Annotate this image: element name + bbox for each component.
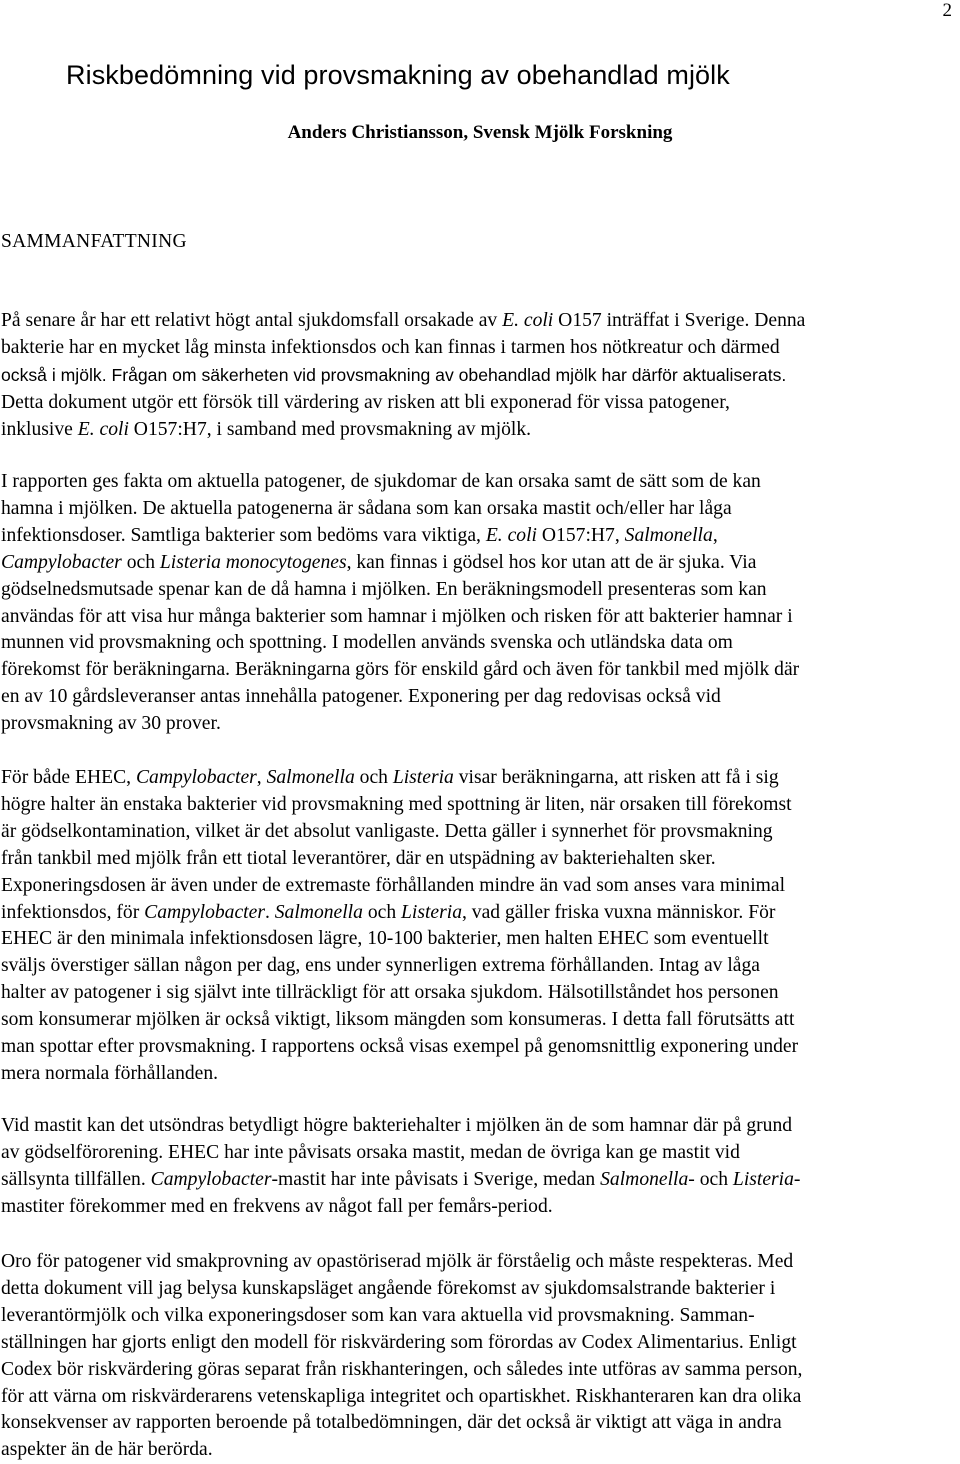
text-run: som konsumerar mjölken är också viktigt, liksom mängden som konsumeras. I detta fall förutsätts att	[1, 1009, 795, 1031]
italic-term: Listeria	[401, 901, 462, 923]
summary-paragraph-4	[1, 1113, 956, 1221]
text-line	[1, 1194, 956, 1221]
text-line	[1, 417, 956, 444]
text-run: ställningen har gjorts enligt den modell för riskvärdering som förordas av Codex Alimentarius. Enligt	[1, 1331, 797, 1353]
text-line	[1, 469, 956, 496]
text-run: På senare år har ett relativt högt antal sjukdomsfall orsakade av	[1, 310, 503, 331]
text-run: , kan finnas i gödsel hos kor utan att de är sjuka. Via	[346, 551, 757, 573]
text-line	[1, 684, 956, 711]
text-line	[1, 1384, 956, 1411]
italic-term: E. coli	[485, 524, 537, 546]
text-line	[1, 926, 956, 953]
text-line	[1, 1034, 956, 1061]
text-line	[1, 1276, 956, 1303]
text-line	[1, 711, 956, 738]
text-line	[1, 657, 956, 684]
text-run: är gödselkontamination, vilket är det absolut vanligaste. Detta gäller i synnerhet för provsmakning	[1, 820, 773, 842]
text-run: infektionsdos, för	[1, 901, 145, 923]
text-line	[1, 1140, 956, 1167]
text-run: från tankbil med mjölk från ett tiotal leverantörer, där en utspädning av bakteriehalten sker.	[1, 847, 716, 869]
text-run: - och	[688, 1168, 733, 1190]
text-line	[1, 630, 956, 657]
text-run: munnen vid provsmakning och spottning. I modellen används svenska och utländska data om	[1, 632, 733, 654]
text-line	[1, 308, 956, 335]
text-run: ,	[256, 767, 267, 788]
text-run: , vad gäller friska vuxna människor. För	[462, 901, 776, 923]
text-line	[1, 900, 956, 927]
text-line	[1, 1410, 956, 1437]
text-line	[1, 1330, 956, 1357]
section-heading: SAMMANFATTNING	[1, 231, 187, 252]
text-run: och	[362, 901, 402, 923]
text-run: en av 10 gårdsleveranser antas innehålla patogener. Exponering per dag redovisas också vid	[1, 686, 721, 708]
text-run: mastiter förekommer med en frekvens av något fall per femårs-period.	[1, 1195, 553, 1217]
italic-term: Salmonella	[274, 901, 363, 923]
text-run: sväljs överstiger sällan någon per dag, ens under synnerligen extrema förhållanden. Intag av låga	[1, 955, 760, 977]
text-line	[1, 1249, 956, 1276]
text-line	[1, 335, 956, 362]
text-run: -	[793, 1168, 801, 1190]
text-line	[1, 1167, 956, 1194]
italic-term: Campylobacter	[135, 767, 257, 788]
text-run: och	[354, 767, 393, 788]
text-line	[1, 550, 956, 577]
text-run: bakterie har en mycket låg minsta infektionsdos och kan finnas i tarmen hos nötkreatur och därmed	[1, 336, 780, 358]
text-run: Frågan om säkerheten vid provsmakning av obehandlad mjölk har därför aktualiserats.	[111, 364, 787, 385]
italic-term: Listeria	[732, 1168, 794, 1190]
text-line	[1, 390, 956, 417]
text-line	[1, 846, 956, 873]
text-run: för att värna om riskvärderarens vetenskapliga integritet och opartiskhet. Riskhanteraren kan dra olika	[1, 1385, 802, 1407]
italic-term: Campylobacter	[1, 551, 122, 573]
text-run: av gödselförorening. EHEC har inte påvisats orsaka mastit, medan de övriga kan ge mastit vid	[1, 1141, 740, 1163]
italic-term: E. coli	[502, 310, 554, 331]
text-line	[1, 1437, 956, 1464]
text-line	[1, 1357, 956, 1384]
text-run: också i mjölk.	[1, 364, 112, 385]
summary-paragraph-2	[1, 469, 956, 738]
text-run: detta dokument vill jag belysa kunskapsläget angående förekomst av sjukdomsalstrande bakterier i	[1, 1277, 776, 1299]
text-line	[1, 1061, 956, 1088]
text-line	[1, 1303, 956, 1330]
text-line	[1, 1007, 956, 1034]
text-run: visar beräkningarna, att risken att få i sig	[453, 767, 779, 788]
text-run: För både EHEC,	[1, 767, 136, 788]
text-line	[1, 577, 956, 604]
text-line	[1, 953, 956, 980]
italic-term: E. coli	[77, 418, 129, 440]
text-run: Vid mastit kan det utsöndras betydligt högre bakteriehalter i mjölken än de som hamnar där på grund	[1, 1115, 793, 1136]
text-run: Detta dokument utgör ett försök till värdering av risken att bli exponerad för vissa patogener,	[1, 391, 730, 413]
text-run: inklusive	[1, 418, 78, 440]
text-run: O157:H7, i samband med provsmakning av mjölk.	[128, 418, 532, 440]
text-line	[1, 523, 956, 550]
text-line	[1, 496, 956, 523]
text-run: I rapporten ges fakta om aktuella patogener, de sjukdomar de kan orsaka samt de sätt som de kan	[1, 471, 761, 492]
text-run: gödselnedsmutsade spenar kan de då hamna i mjölken. En beräkningsmodell presenteras som kan	[1, 578, 767, 600]
text-line	[1, 604, 956, 631]
page-number: 2	[942, 0, 952, 21]
text-run: förekomst för beräkningarna. Beräkningarna görs för enskild gård och även för tankbil med mjölk där	[1, 659, 800, 681]
text-run: ,	[712, 524, 718, 546]
text-run: sällsynta tillfällen.	[1, 1168, 151, 1190]
text-run: O157 inträffat i Sverige. Denna	[553, 310, 806, 331]
text-line	[1, 765, 956, 792]
text-run: mera normala förhållanden.	[1, 1062, 219, 1084]
text-run: högre halter än enstaka bakterier vid provsmakning med spottning är liten, när orsaken till förekomst	[1, 793, 792, 815]
text-run: -mastit har inte påvisats i Sverige, medan	[271, 1168, 601, 1190]
text-run: Exponeringsdosen är även under de extremaste förhållanden mindre än vad som anses vara minimal	[1, 874, 786, 896]
italic-term: Listeria monocytogenes	[159, 551, 347, 573]
summary-paragraph-5	[1, 1249, 956, 1464]
text-line	[1, 362, 956, 390]
summary-paragraph-3	[1, 765, 956, 1088]
text-run: Oro för patogener vid smakprovning av opastöriserad mjölk är förståelig och måste respekteras. Med	[1, 1251, 794, 1272]
text-run: infektionsdoser. Samtliga bakterier som bedöms vara viktiga,	[1, 524, 486, 546]
text-run: O157:H7,	[537, 524, 625, 546]
text-line	[1, 1113, 956, 1140]
italic-term: Campylobacter	[144, 901, 265, 923]
text-run: EHEC är den minimala infektionsdosen lägre, 10-100 bakterier, men halten EHEC som eventuellt	[1, 928, 769, 950]
italic-term: Campylobacter	[150, 1168, 272, 1190]
text-run: .	[264, 901, 275, 923]
italic-term: Salmonella	[624, 524, 713, 546]
text-run: Codex bör riskvärdering göras separat från riskhanteringen, och således inte utföras av samma person,	[1, 1358, 803, 1380]
italic-term: Salmonella	[266, 767, 355, 788]
text-line	[1, 980, 956, 1007]
text-run: leverantörmjölk och vilka exponeringsdoser som kan vara aktuella vid provsmakning. Samman-	[1, 1304, 755, 1326]
italic-term: Listeria	[392, 767, 454, 788]
italic-term: Salmonella	[600, 1168, 689, 1190]
document-title: Riskbedömning vid provsmakning av obehandlad mjölk	[66, 60, 730, 90]
author-line: Anders Christiansson, Svensk Mjölk Forskning	[287, 122, 673, 143]
text-line	[1, 873, 956, 900]
text-line	[1, 792, 956, 819]
text-run: man spottar efter provsmakning. I rapportens också visas exempel på genomsnittlig exponering under	[1, 1036, 799, 1058]
text-run: och	[121, 551, 160, 573]
summary-paragraph-1	[1, 308, 956, 444]
text-run: hamna i mjölken. De aktuella patogenerna är sådana som kan orsaka mastit och/eller har låga	[1, 497, 732, 519]
text-run: aspekter än de här berörda.	[1, 1439, 213, 1461]
text-run: användas för att visa hur många bakterier som hamnar i mjölken och risken för att bakterier hamnar i	[1, 605, 793, 627]
text-run: halter av patogener i sig självt inte tillräckligt för att orsaka sjukdom. Hälsotillståndet hos personen	[1, 982, 779, 1004]
text-run: provsmakning av 30 prover.	[1, 713, 221, 735]
text-run: konsekvenser av rapporten beroende på totalbedömningen, där det också är viktigt att väga in andra	[1, 1412, 782, 1434]
text-line	[1, 819, 956, 846]
